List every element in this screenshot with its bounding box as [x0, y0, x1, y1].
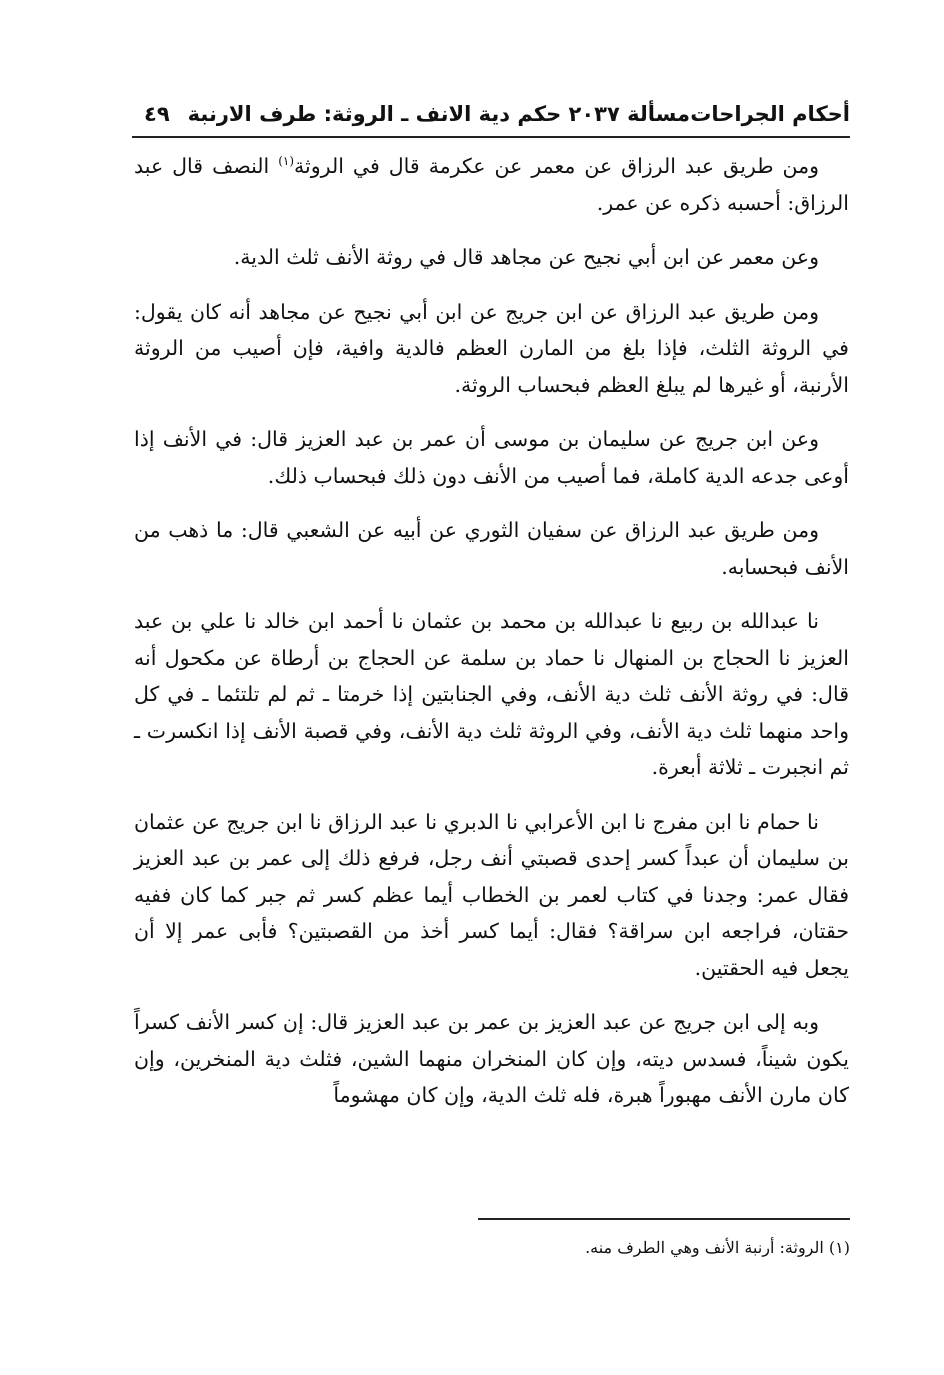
paragraph: نا عبدالله بن ربيع نا عبدالله بن محمد بن عثمان نا أحمد ابن خالد نا علي بن عبد العزيز نا الحجاج بن المنهال نا حماد بن سلمة عن الحجاج بن أرطاة عن مكحول أنه قال: في روثة الأنف ثلث دية الأنف، وفي الجنابتين إذا خرمتا ـ ثم لم تلتئما ـ في كل واحد منهما ثلث دية الأنف، وفي الروثة ثلث دية الأنف، وفي قصبة الأنف إذا انكسرت ـ ثم انجبرت ـ ثلاثة أبعرة.: [134, 609, 849, 779]
section-title: مسألة ٢٠٣٧ حكم دية الانف ـ الروثة: طرف الارنبة: [187, 102, 690, 126]
footnote-divider: [478, 1218, 850, 1220]
paragraph: ومن طريق عبد الرزاق عن سفيان الثوري عن أبيه عن الشعبي قال: ما ذهب من الأنف فبحسابه.: [134, 518, 849, 579]
main-text: [134, 148, 849, 1132]
paragraph: وعن معمر عن ابن أبي نجيح عن مجاهد قال في روثة الأنف ثلث الدية.: [233, 245, 819, 269]
footnote: (١) الروثة: أرنبة الأنف وهي الطرف منه.: [585, 1238, 850, 1257]
paragraph: نا حمام نا ابن مفرج نا ابن الأعرابي نا الدبري نا عبد الرزاق نا ابن جريج عن عثمان بن سليمان أن عبداً كسر إحدى قصبتي أنف رجل، فرفع ذلك إلى عمر بن عبد العزيز فقال عمر: وجدنا في كتاب لعمر بن الخطاب أيما عظم كسر ثم جبر كما كان ففيه حقتان، فراجعه ابن سراقة؟ فقال: أيما كسر أخذ من القصبتين؟ فأبى عمر إلا أن يجعل فيه الحقتين.: [134, 809, 849, 980]
running-header: [132, 96, 850, 136]
paragraph: ومن طريق عبد الرزاق عن ابن جريج عن ابن أبي نجيح عن مجاهد أنه كان يقول: في الروثة الثلث، فإذا بلغ من المارن العظم فالدية وافية، فإن أصيب من الروثة الأرنبة، أو غيرها لم يبلغ العظم فبحساب الروثة.: [134, 299, 849, 397]
header-divider: [132, 136, 850, 138]
paragraph: وعن ابن جريج عن سليمان بن موسى أن عمر بن عبد العزيز قال: في الأنف إذا أوعى جدعه الدية كاملة، فما أصيب من الأنف دون ذلك فبحساب ذلك.: [134, 427, 849, 488]
page-number: ٤٩: [144, 102, 170, 126]
paragraph: [134, 148, 849, 221]
paragraph-text: ومن طريق عبد الرزاق عن معمر عن عكرمة قال في الروثة: [294, 154, 819, 178]
paragraph-text: النصف قال عبد الرزاق: أحسبه ذكره عن عمر.: [134, 154, 849, 215]
book-title: أحكام الجراحات: [690, 102, 850, 126]
paragraph: وبه إلى ابن جريج عن عبد العزيز بن عمر بن عبد العزيز قال: إن كسر الأنف كسراً يكون شيناً، فسدس ديته، وإن كان المنخران منهما الشين، فثلث دية المنخرين، وإن كان مارن الأنف مهبوراً هبرة، فله ثلث الدية، وإن كان مهشوماً: [134, 1010, 849, 1107]
footnote-reference: (١): [278, 154, 295, 169]
